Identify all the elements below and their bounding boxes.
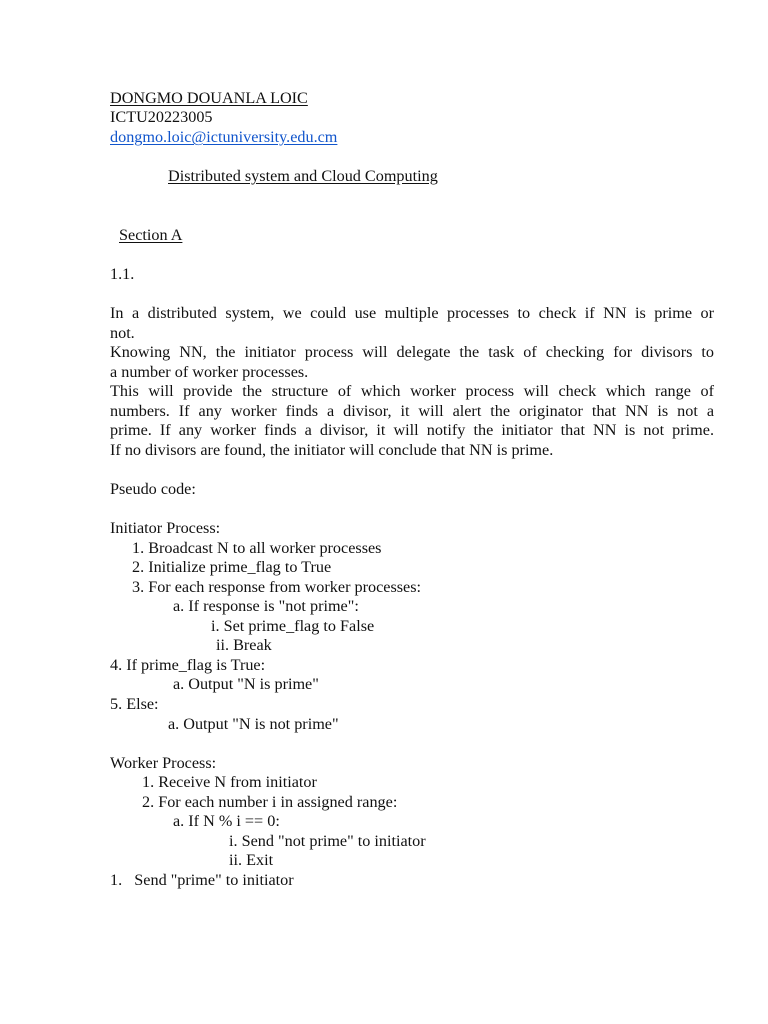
- initiator-step: 3. For each response from worker processes:: [132, 578, 422, 596]
- initiator-substep: i. Set prime_flag to False: [211, 617, 375, 635]
- worker-substep: ii. Exit: [229, 851, 274, 869]
- course-title: Distributed system and Cloud Computing: [168, 167, 438, 185]
- paragraph-2-line-2: a number of worker processes.: [110, 363, 309, 381]
- worker-substep: a. If N % i == 0:: [173, 812, 280, 830]
- paragraph-1-line-2: not.: [110, 324, 135, 342]
- initiator-step: 2. Initialize prime_flag to True: [132, 558, 332, 576]
- email-link[interactable]: dongmo.loic@ictuniversity.edu.cm: [110, 128, 338, 146]
- author-name: DONGMO DOUANLA LOIC: [110, 89, 308, 107]
- paragraph-1-line-1: In a distributed system, we could use multiple processes to check if NN is prime or: [110, 304, 714, 322]
- section-heading: Section A: [119, 226, 183, 244]
- worker-step: 1. Receive N from initiator: [142, 773, 317, 791]
- student-id: ICTU20223005: [110, 108, 213, 126]
- paragraph-3-line-2: numbers. If any worker finds a divisor, it will alert the originator that NN is not a: [110, 402, 714, 420]
- paragraph-3-line-3: prime. If any worker finds a divisor, it will notify the initiator that NN is not prime.: [110, 421, 714, 439]
- initiator-step: 4. If prime_flag is True:: [110, 656, 266, 674]
- pseudo-code-label: Pseudo code:: [110, 480, 196, 498]
- worker-substep: i. Send "not prime" to initiator: [229, 832, 426, 850]
- initiator-substep: a. Output "N is prime": [173, 675, 319, 693]
- worker-step: 1. Send "prime" to initiator: [110, 871, 294, 889]
- paragraph-3-line-4: If no divisors are found, the initiator will conclude that NN is prime.: [110, 441, 554, 459]
- paragraph-2-line-1: Knowing NN, the initiator process will delegate the task of checking for divisors to: [110, 343, 714, 361]
- initiator-substep: a. If response is "not prime":: [173, 597, 359, 615]
- initiator-step: 5. Else:: [110, 695, 159, 713]
- initiator-substep: ii. Break: [216, 636, 272, 654]
- worker-step: 2. For each number i in assigned range:: [142, 793, 398, 811]
- question-number: 1.1.: [110, 265, 135, 283]
- worker-title: Worker Process:: [110, 754, 217, 772]
- initiator-step: 1. Broadcast N to all worker processes: [132, 539, 382, 557]
- paragraph-3-line-1: This will provide the structure of which worker process will check which range of: [110, 382, 714, 400]
- initiator-substep: a. Output "N is not prime": [168, 715, 339, 733]
- initiator-title: Initiator Process:: [110, 519, 221, 537]
